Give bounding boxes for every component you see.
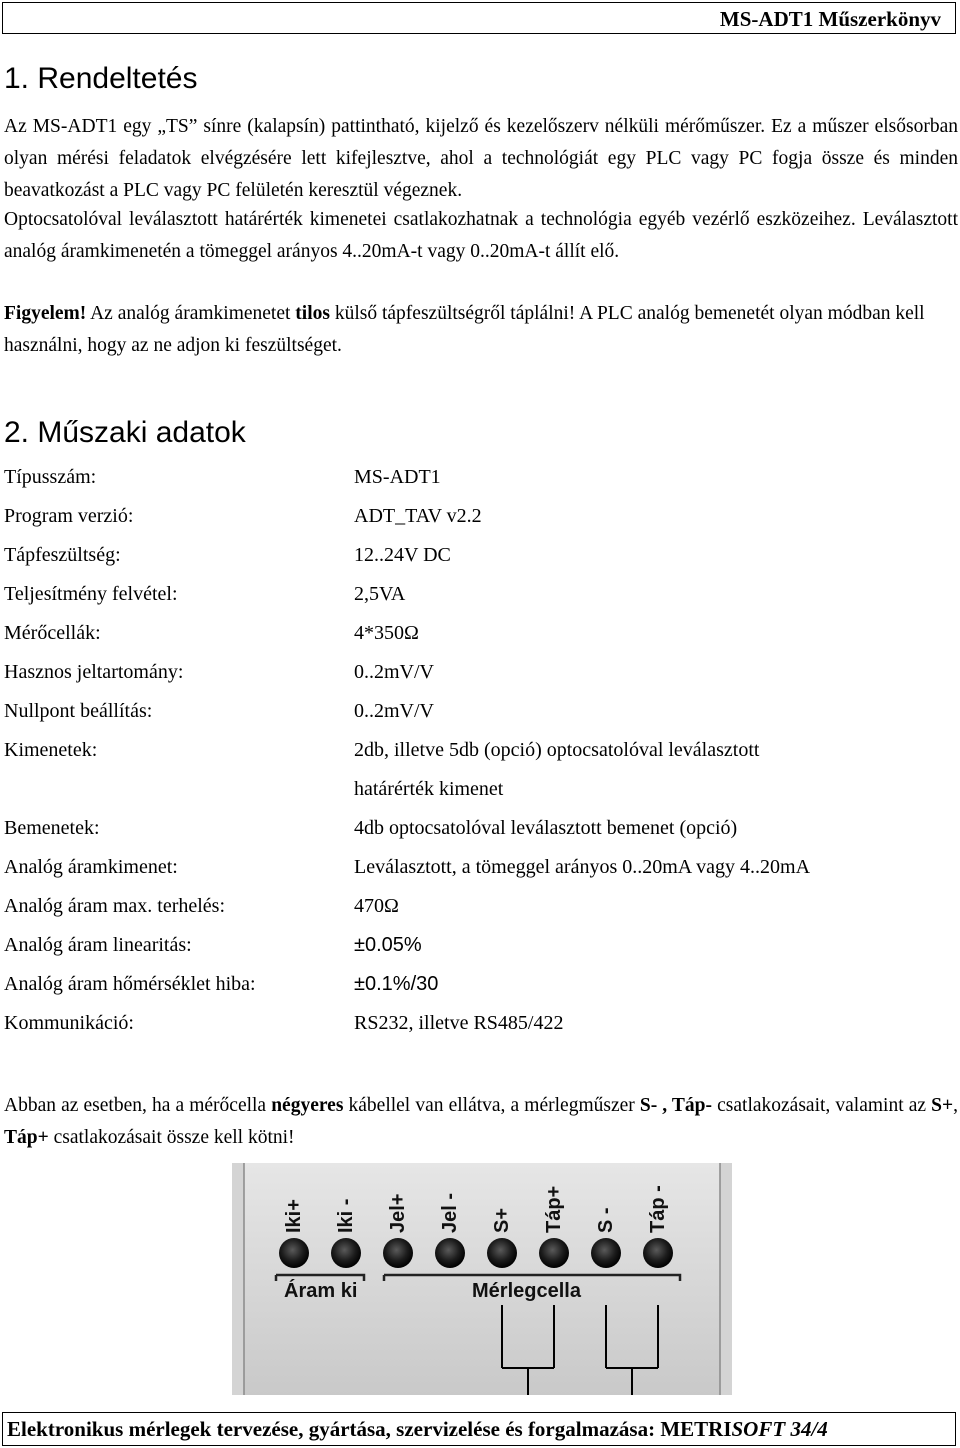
spec-value: MS-ADT1	[354, 466, 441, 488]
terminal-screw-hole	[643, 1238, 673, 1268]
spec-value: Leválasztott, a tömeggel arányos 0..20mA vagy 4..20mA	[354, 856, 811, 878]
footer-company-text: Elektronikus mérlegek tervezése, gyártása, szervizelése és forgalmazása: METRI	[7, 1417, 732, 1441]
enclosure-edge	[720, 1163, 732, 1395]
paragraph-text: Az MS-ADT1 egy „TS” sínre (kalapsín) pattintható, kijelző és kezelőszerv nélküli mérőműszer. Ez a műszer elsősorban olyan mérési feladatok elvégzésére lett kifejlesztve, ahol a technológiát egy PLC vagy PC fogja össze és minden beavatkozást a PLC vagy PC felületén keresztül végeznek.	[4, 116, 958, 201]
spec-label: Analóg áram max. terhelés:	[4, 895, 226, 917]
terminal-label: Iki+	[283, 1199, 305, 1233]
warning-paragraph	[4, 298, 958, 362]
spec-value: 470Ω	[354, 895, 399, 917]
spec-label: Kimenetek:	[4, 739, 98, 761]
spec-value-continued: határérték kimenet	[354, 778, 504, 800]
terminal-label: Iki -	[335, 1198, 357, 1233]
wiring-note	[4, 1090, 958, 1154]
spec-label: Nullpont beállítás:	[4, 700, 153, 722]
note-bold: S+	[931, 1095, 954, 1116]
terminal-screw-hole	[539, 1238, 569, 1268]
note-bold: S- , Táp-	[639, 1095, 713, 1116]
note-text: ,	[953, 1095, 958, 1116]
note-text: kábellel van ellátva, a mérlegműszer	[343, 1095, 640, 1116]
footer-brand: SOFT	[731, 1417, 786, 1441]
spec-value: 2db, illetve 5db (opció) optocsatolóval leválasztott	[354, 739, 760, 761]
document-title: MS-ADT1 Műszerkönyv	[719, 7, 941, 31]
spec-label: Analóg áram linearitás:	[4, 934, 192, 956]
spec-label: Program verzió:	[4, 505, 134, 527]
terminal-label: Jel -	[439, 1192, 461, 1233]
spec-label: Típusszám:	[4, 466, 97, 488]
spec-label: Bemenetek:	[4, 817, 100, 839]
group-label-load-cell: Mérlegcella	[472, 1280, 581, 1302]
spec-label: Kommunikáció:	[4, 1012, 134, 1034]
page-number: 34/4	[790, 1417, 828, 1441]
terminal-screw-hole	[591, 1238, 621, 1268]
terminal-block-photo	[232, 1163, 732, 1395]
spec-label: Hasznos jeltartomány:	[4, 661, 184, 683]
section1-paragraph1	[4, 111, 958, 207]
warning-label: Figyelem!	[4, 303, 87, 324]
page-header	[2, 2, 956, 34]
spec-label: Mérőcellák:	[4, 622, 101, 644]
spec-value: 12..24V DC	[354, 544, 451, 566]
spec-value: ±0.1%/30	[354, 973, 439, 995]
section1-paragraph2	[4, 204, 958, 268]
spec-label: Tápfeszültség:	[4, 544, 121, 566]
note-bold: négyeres	[271, 1095, 344, 1116]
terminal-label: Táp+	[543, 1185, 565, 1233]
group-label-current-out: Áram ki	[284, 1280, 358, 1302]
note-text: Abban az esetben, ha a mérőcella	[4, 1095, 272, 1116]
spec-value: 4*350Ω	[354, 622, 419, 644]
terminal-screw-hole	[435, 1238, 465, 1268]
note-bold: Táp+	[4, 1127, 49, 1148]
terminal-label: S+	[491, 1207, 513, 1233]
terminal-label: Jel+	[387, 1193, 409, 1233]
spec-label: Teljesítmény felvétel:	[4, 583, 178, 605]
terminal-screw-hole	[331, 1238, 361, 1268]
footer-text	[7, 1417, 828, 1442]
note-text: csatlakozásait össze kell kötni!	[48, 1127, 295, 1148]
spec-value: ADT_TAV v2.2	[354, 505, 482, 527]
spec-value: RS232, illetve RS485/422	[354, 1012, 564, 1034]
terminal-screw-hole	[279, 1238, 309, 1268]
spec-value: ±0.05%	[354, 934, 422, 956]
terminal-label: S -	[595, 1207, 617, 1233]
terminal-label: Táp -	[647, 1185, 669, 1233]
warning-text-a: Az analóg áramkimenetet	[86, 303, 296, 324]
spec-value: 0..2mV/V	[354, 700, 434, 722]
spec-label: Analóg áramkimenet:	[4, 856, 178, 878]
enclosure-edge	[232, 1163, 244, 1395]
note-text: csatlakozásait, valamint az	[712, 1095, 932, 1116]
spec-value: 0..2mV/V	[354, 661, 434, 683]
section1-heading: 1. Rendeltetés	[4, 62, 198, 95]
terminal-screw-hole	[383, 1238, 413, 1268]
terminal-screw-hole	[487, 1238, 517, 1268]
spec-value: 4db optocsatolóval leválasztott bemenet (opció)	[354, 817, 738, 839]
spec-label: Analóg áram hőmérséklet hiba:	[4, 973, 256, 995]
paragraph-text: Optocsatolóval leválasztott határérték kimenetei csatlakozhatnak a technológia egyéb vezérlő eszközeihez. Leválasztott analóg áramkimenetén a tömeggel arányos 4..20mA-t vagy 0..20mA-t állít elő.	[4, 209, 958, 262]
warning-bold-word: tilos	[295, 303, 330, 324]
spec-value: 2,5VA	[354, 583, 406, 605]
section2-heading: 2. Műszaki adatok	[4, 416, 246, 449]
warning-text-b: külső tápfeszültségről táplálni! A PLC analóg bemenetét olyan módban kell használni, hogy az ne adjon ki feszültséget.	[4, 303, 925, 356]
page-footer	[2, 1412, 956, 1446]
